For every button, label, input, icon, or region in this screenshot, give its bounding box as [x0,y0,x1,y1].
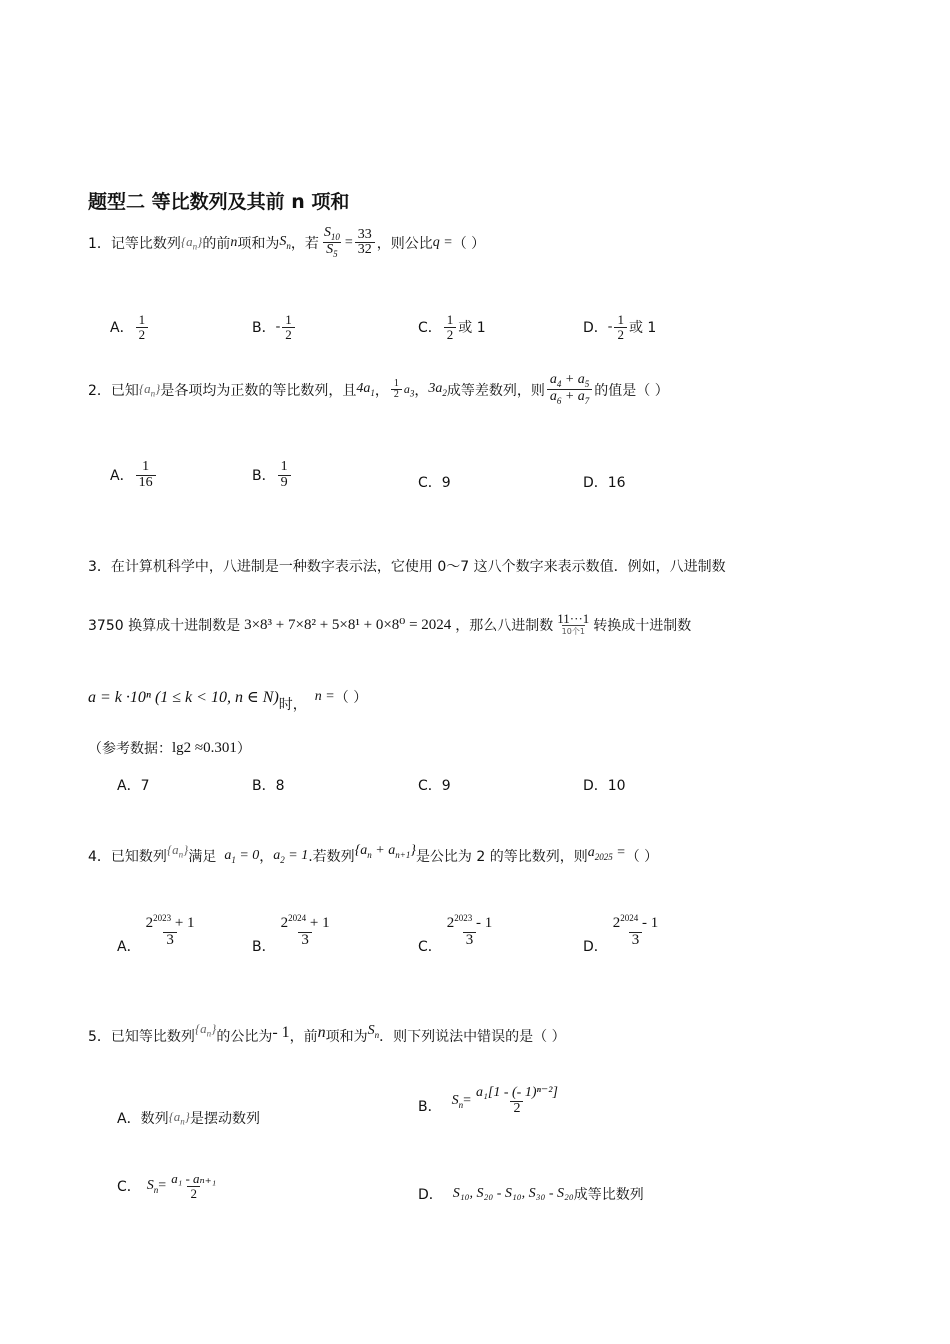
question-1-stem: 1． 记等比数列 $\{a_n\}$ 的前 n 项和为 $S_n$ ，若 $\frac{S_{10}}{S_5}$ = $\frac{33}{32}$ ，则公比 q = （ ） [88,225,486,260]
q1-value-fraction: $\frac{33}{32}$ [355,228,375,258]
q3-line-1: 3．在计算机科学中，八进制是一种数字表示法，它使用 0～7 这八个数字来表示数值．例如，八进制数 [88,559,726,575]
q2-option-b[interactable]: B． $\frac{1}{9}$ [252,460,293,490]
q5-option-d[interactable]: D． S₁₀, S₂₀ - S₁₀, S₃₀ - S₂₀ 成等比数列 [418,1186,644,1203]
q2-option-a[interactable]: A． $\frac{1}{16}$ [110,460,158,490]
q1-option-a[interactable]: A． $\frac{1}{2}$ [110,313,150,341]
q3-option-d[interactable]: D．10 [583,778,626,794]
q1-seq: a [186,233,193,249]
q1-text-3: 项和为 [237,235,280,252]
q3-line-3: a = k ·10ⁿ (1 ≤ k < 10, n ∈ N) 时， n = （ ） [88,689,368,713]
q2-target-fraction: $\frac{a_4 + a_5}{a_6 + a_7}$ [547,373,592,406]
question-5-stem: 5． 已知等比数列 $\{a_n\}$ 的公比为 - 1 ，前 n 项和为 $S_n$ ．则下列说法中错误的是（ ） [88,1021,566,1045]
q1-paren: （ ） [452,235,486,252]
q3-option-a[interactable]: A．7 [117,778,150,794]
q4-option-c[interactable]: C． $\frac{2^{2023} - 1}{3}$ [418,912,493,955]
q1-text-2: 的前 [202,235,231,252]
q1-q: q = [432,234,453,250]
q1-text-5: ，则公比 [376,235,433,252]
q1-text-4: ，若 [290,235,319,252]
q4-option-b[interactable]: B． $\frac{2^{2024} + 1}{3}$ [252,912,330,955]
q5-option-b[interactable]: B． $S_n$ = $\frac{\text{a₁[1 - (- 1)ⁿ⁻²]}}{2}$ [418,1085,558,1116]
q4-option-a[interactable]: A． $\frac{2^{2023} + 1}{3}$ [117,912,195,955]
q4-option-d[interactable]: D． $\frac{2^{2024} - 1}{3}$ [583,912,659,955]
q3-conversion-math: 3×8³ + 7×8² + 5×8¹ + 0×8⁰ = 2024 [244,617,452,633]
q1-option-c[interactable]: C． $\frac{1}{2}$ 或 1 [418,312,486,342]
q3-option-c[interactable]: C．9 [418,778,451,794]
q1-option-b[interactable]: B． - $\frac{1}{2}$ [252,313,297,341]
q5-option-c[interactable]: C． $S_n$ = $\frac{\text{a₁ - aₙ₊₁}}{2}$ [117,1171,217,1201]
q1-number: 1． [88,235,111,252]
q3-option-b[interactable]: B．8 [252,778,285,794]
q3-reference: （参考数据： lg2 ≈0.301 ） [88,739,251,757]
q3-octal-number: 11···1 10个1 [557,611,590,636]
q1-S: S [279,234,287,250]
q5-option-a[interactable]: A． 数列 $\{a_n\}$ 是摆动数列 [117,1109,260,1127]
q1-text-1: 记等比数列 [110,235,181,252]
question-4-stem: 4． 已知数列 $\{a_n\}$ 满足 $a_1 = 0$ ， $a_2 = 1$ .若数列 $\{a_n + a_{n+1}\}$ 是公比为 2 的等比数列，则 $a_{2025}$ = （ ） [88,842,659,865]
q2-option-c[interactable]: C．9 [418,475,451,491]
q3-scientific-math: a = k ·10ⁿ (1 ≤ k < 10, n ∈ N) [88,689,279,706]
q1-option-d[interactable]: D． - $\frac{1}{2}$ 或 1 [583,312,657,342]
question-2-stem: 2． 已知 $\{a_n\}$ 是各项均为正数的等比数列，且 $4a_1$ ， $\frac{1}{2}$ $a_3$ ， $3a_2$ 成等差数列，则 $\frac{a_4 + a_5}{a_6 + a_7}$ 的值是（ ） [88,372,669,407]
section-title: 题型二 等比数列及其前 n 项和 [88,191,350,213]
q2-option-d[interactable]: D．16 [583,475,626,491]
q3-line-2: 3750 换算成十进制数是 3×8³ + 7×8² + 5×8¹ + 0×8⁰ = 2024 ，那么八进制数 11···1 10个1 转换成十进制数 [88,611,692,636]
q1-n: n [230,234,238,250]
q1-ratio-fraction: $\frac{S_{10}}{S_5}$ [323,225,340,260]
